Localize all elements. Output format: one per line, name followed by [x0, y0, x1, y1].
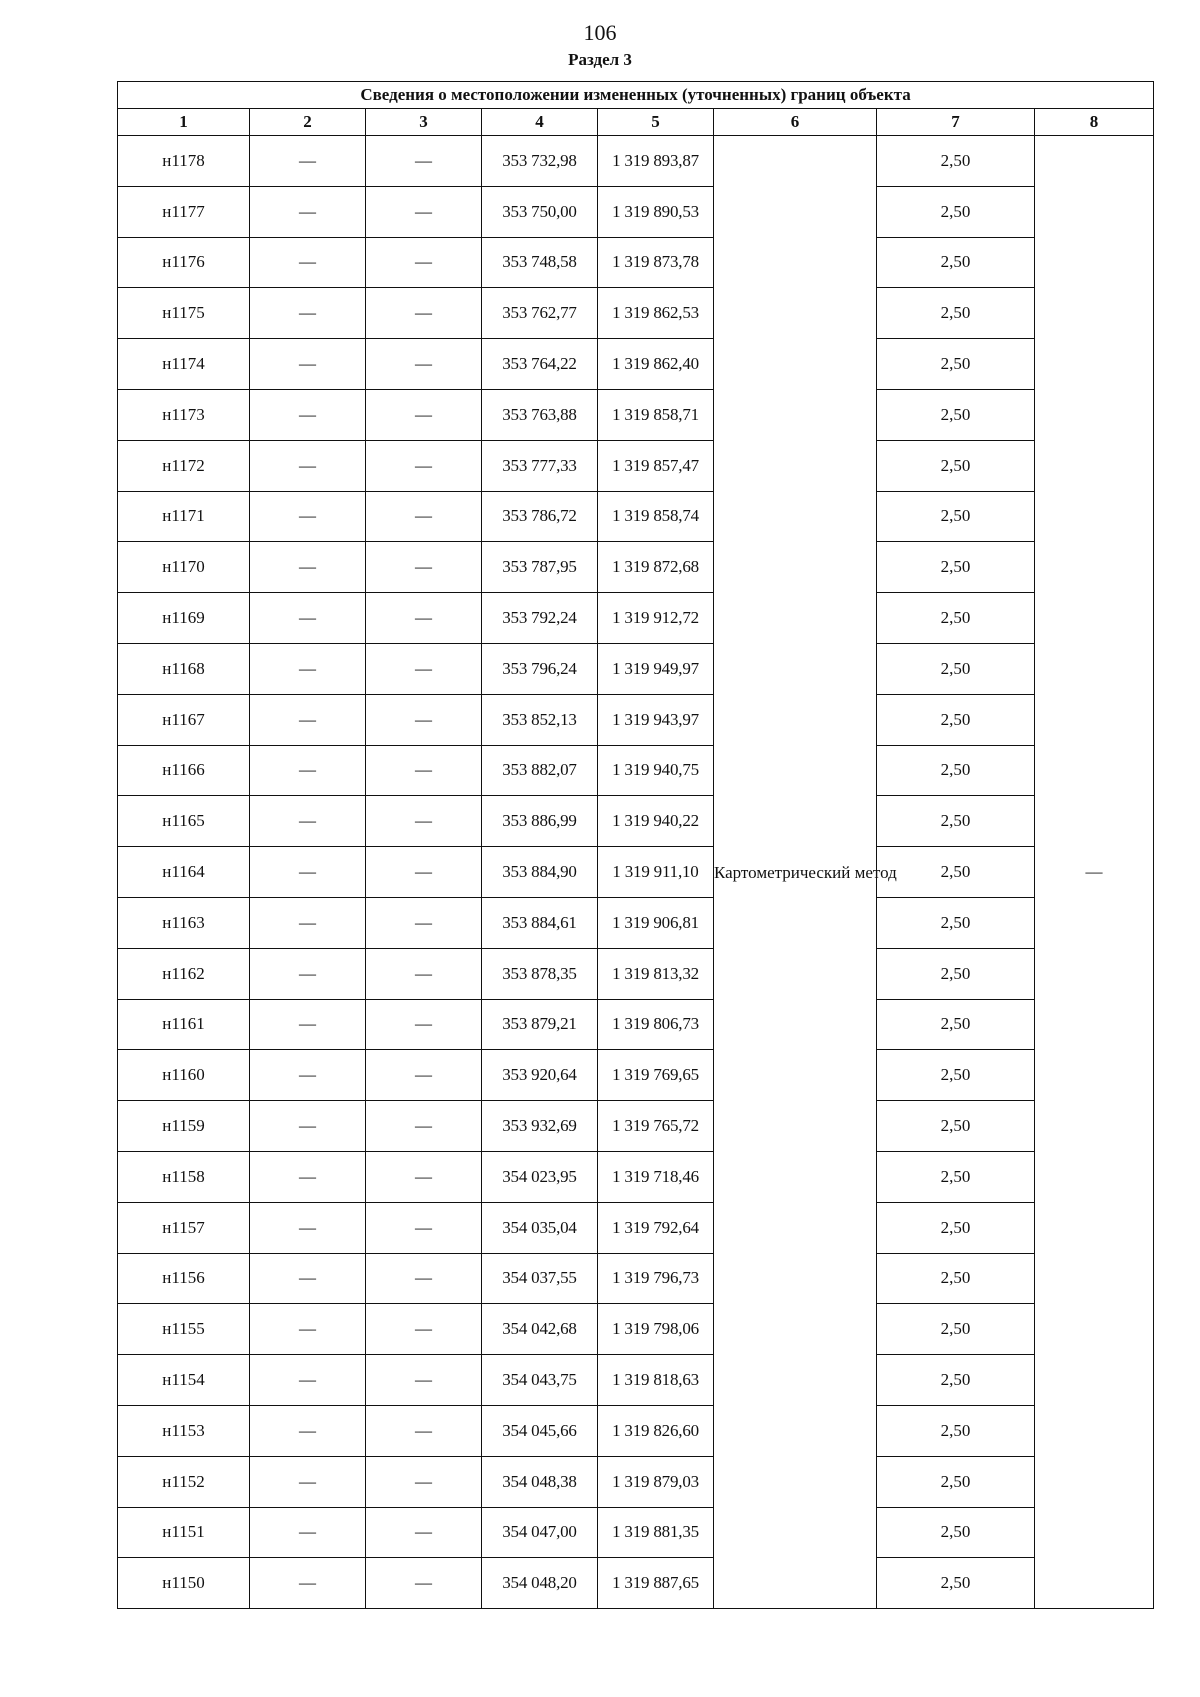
x-coordinate-cell: 353 787,95: [482, 542, 598, 593]
y-coordinate-cell: 1 319 718,46: [598, 1151, 714, 1202]
y-coordinate-cell: 1 319 813,32: [598, 948, 714, 999]
column-3-cell: —: [366, 1456, 482, 1507]
column-3-cell: —: [366, 288, 482, 339]
precision-cell: 2,50: [877, 948, 1035, 999]
table-caption-row: [118, 82, 1154, 109]
table-row: [118, 643, 1154, 694]
column-3-cell: —: [366, 745, 482, 796]
column-2-cell: —: [250, 948, 366, 999]
column-2-cell: —: [250, 237, 366, 288]
point-name-cell: н1169: [118, 593, 250, 644]
x-coordinate-cell: 353 762,77: [482, 288, 598, 339]
column-3-cell: —: [366, 542, 482, 593]
column-number: 1: [118, 109, 250, 136]
precision-cell: 2,50: [877, 593, 1035, 644]
table-row: [118, 897, 1154, 948]
table-row: [118, 542, 1154, 593]
x-coordinate-cell: 353 750,00: [482, 186, 598, 237]
precision-cell: 2,50: [877, 847, 1035, 898]
table-row: [118, 237, 1154, 288]
table-row: [118, 288, 1154, 339]
y-coordinate-cell: 1 319 858,74: [598, 491, 714, 542]
precision-cell: 2,50: [877, 1151, 1035, 1202]
point-name-cell: н1168: [118, 643, 250, 694]
precision-cell: 2,50: [877, 1304, 1035, 1355]
y-coordinate-cell: 1 319 826,60: [598, 1405, 714, 1456]
column-2-cell: —: [250, 440, 366, 491]
x-coordinate-cell: 354 045,66: [482, 1405, 598, 1456]
y-coordinate-cell: 1 319 879,03: [598, 1456, 714, 1507]
y-coordinate-cell: 1 319 893,87: [598, 136, 714, 187]
table-row: [118, 694, 1154, 745]
column-2-cell: —: [250, 999, 366, 1050]
column-number: 6: [714, 109, 877, 136]
column-3-cell: —: [366, 1304, 482, 1355]
point-name-cell: н1156: [118, 1253, 250, 1304]
precision-cell: 2,50: [877, 440, 1035, 491]
table-row: [118, 1050, 1154, 1101]
column-2-cell: —: [250, 694, 366, 745]
point-name-cell: н1176: [118, 237, 250, 288]
table-row: [118, 186, 1154, 237]
column-2-cell: —: [250, 389, 366, 440]
x-coordinate-cell: 353 884,90: [482, 847, 598, 898]
x-coordinate-cell: 353 796,24: [482, 643, 598, 694]
precision-cell: 2,50: [877, 542, 1035, 593]
table-row: [118, 593, 1154, 644]
precision-cell: 2,50: [877, 339, 1035, 390]
table-row: [118, 1405, 1154, 1456]
column-3-cell: —: [366, 186, 482, 237]
table-body: [118, 136, 1154, 1609]
point-name-cell: н1151: [118, 1507, 250, 1558]
column-3-cell: —: [366, 847, 482, 898]
y-coordinate-cell: 1 319 798,06: [598, 1304, 714, 1355]
table-row: [118, 1355, 1154, 1406]
table-row: [118, 1151, 1154, 1202]
column-3-cell: —: [366, 948, 482, 999]
y-coordinate-cell: 1 319 912,72: [598, 593, 714, 644]
y-coordinate-cell: 1 319 887,65: [598, 1558, 714, 1609]
point-name-cell: н1152: [118, 1456, 250, 1507]
precision-cell: 2,50: [877, 237, 1035, 288]
column-2-cell: —: [250, 1101, 366, 1152]
y-coordinate-cell: 1 319 806,73: [598, 999, 714, 1050]
column-3-cell: —: [366, 1405, 482, 1456]
column-3-cell: —: [366, 1355, 482, 1406]
precision-cell: 2,50: [877, 186, 1035, 237]
column-2-cell: —: [250, 1507, 366, 1558]
y-coordinate-cell: 1 319 792,64: [598, 1202, 714, 1253]
table-row: [118, 491, 1154, 542]
precision-cell: 2,50: [877, 1253, 1035, 1304]
y-coordinate-cell: 1 319 940,22: [598, 796, 714, 847]
column-3-cell: —: [366, 999, 482, 1050]
x-coordinate-cell: 353 878,35: [482, 948, 598, 999]
table-row: [118, 1304, 1154, 1355]
precision-cell: 2,50: [877, 999, 1035, 1050]
y-coordinate-cell: 1 319 943,97: [598, 694, 714, 745]
y-coordinate-cell: 1 319 873,78: [598, 237, 714, 288]
table-row: [118, 1507, 1154, 1558]
column-number: 5: [598, 109, 714, 136]
point-name-cell: н1159: [118, 1101, 250, 1152]
table-row: [118, 745, 1154, 796]
column-3-cell: —: [366, 593, 482, 644]
method-cell: Картометрический метод: [714, 136, 877, 1609]
x-coordinate-cell: 353 920,64: [482, 1050, 598, 1101]
x-coordinate-cell: 353 764,22: [482, 339, 598, 390]
precision-cell: 2,50: [877, 389, 1035, 440]
point-name-cell: н1163: [118, 897, 250, 948]
column-2-cell: —: [250, 1253, 366, 1304]
column-2-cell: —: [250, 186, 366, 237]
table-row: [118, 339, 1154, 390]
point-name-cell: н1167: [118, 694, 250, 745]
y-coordinate-cell: 1 319 890,53: [598, 186, 714, 237]
column-2-cell: —: [250, 1558, 366, 1609]
x-coordinate-cell: 354 037,55: [482, 1253, 598, 1304]
x-coordinate-cell: 353 886,99: [482, 796, 598, 847]
table-row: [118, 999, 1154, 1050]
point-name-cell: н1154: [118, 1355, 250, 1406]
column-3-cell: —: [366, 491, 482, 542]
column-3-cell: —: [366, 694, 482, 745]
column-2-cell: —: [250, 491, 366, 542]
x-coordinate-cell: 353 879,21: [482, 999, 598, 1050]
column-2-cell: —: [250, 1151, 366, 1202]
x-coordinate-cell: 353 884,61: [482, 897, 598, 948]
point-name-cell: н1171: [118, 491, 250, 542]
point-name-cell: н1174: [118, 339, 250, 390]
point-name-cell: н1172: [118, 440, 250, 491]
column-2-cell: —: [250, 643, 366, 694]
precision-cell: 2,50: [877, 491, 1035, 542]
y-coordinate-cell: 1 319 765,72: [598, 1101, 714, 1152]
precision-cell: 2,50: [877, 288, 1035, 339]
column-number: 8: [1035, 109, 1154, 136]
x-coordinate-cell: 354 047,00: [482, 1507, 598, 1558]
column-2-cell: —: [250, 796, 366, 847]
y-coordinate-cell: 1 319 862,53: [598, 288, 714, 339]
column-number: 3: [366, 109, 482, 136]
column-3-cell: —: [366, 1558, 482, 1609]
precision-cell: 2,50: [877, 643, 1035, 694]
point-name-cell: н1161: [118, 999, 250, 1050]
column-number: 4: [482, 109, 598, 136]
y-coordinate-cell: 1 319 940,75: [598, 745, 714, 796]
column-2-cell: —: [250, 288, 366, 339]
table-row: [118, 1558, 1154, 1609]
column-3-cell: —: [366, 339, 482, 390]
x-coordinate-cell: 353 792,24: [482, 593, 598, 644]
column-3-cell: —: [366, 1507, 482, 1558]
column-2-cell: —: [250, 897, 366, 948]
column-2-cell: —: [250, 542, 366, 593]
column-3-cell: —: [366, 1151, 482, 1202]
column-2-cell: —: [250, 1355, 366, 1406]
page-number: 106: [583, 20, 617, 45]
point-name-cell: н1170: [118, 542, 250, 593]
table-row: [118, 1101, 1154, 1152]
y-coordinate-cell: 1 319 796,73: [598, 1253, 714, 1304]
x-coordinate-cell: 353 763,88: [482, 389, 598, 440]
precision-cell: 2,50: [877, 897, 1035, 948]
precision-cell: 2,50: [877, 1507, 1035, 1558]
precision-cell: 2,50: [877, 1050, 1035, 1101]
point-name-cell: н1158: [118, 1151, 250, 1202]
table-row: [118, 136, 1154, 187]
precision-cell: 2,50: [877, 1405, 1035, 1456]
precision-cell: 2,50: [877, 1101, 1035, 1152]
x-coordinate-cell: 353 748,58: [482, 237, 598, 288]
point-name-cell: н1177: [118, 186, 250, 237]
precision-cell: 2,50: [877, 796, 1035, 847]
column-2-cell: —: [250, 847, 366, 898]
y-coordinate-cell: 1 319 858,71: [598, 389, 714, 440]
column-2-cell: —: [250, 745, 366, 796]
precision-cell: 2,50: [877, 1355, 1035, 1406]
point-name-cell: н1165: [118, 796, 250, 847]
table-row: [118, 1456, 1154, 1507]
x-coordinate-cell: 354 048,38: [482, 1456, 598, 1507]
x-coordinate-cell: 353 932,69: [482, 1101, 598, 1152]
table-row: [118, 847, 1154, 898]
precision-cell: 2,50: [877, 136, 1035, 187]
point-name-cell: н1166: [118, 745, 250, 796]
x-coordinate-cell: 354 035,04: [482, 1202, 598, 1253]
y-coordinate-cell: 1 319 862,40: [598, 339, 714, 390]
column-2-cell: —: [250, 593, 366, 644]
column-3-cell: —: [366, 897, 482, 948]
y-coordinate-cell: 1 319 769,65: [598, 1050, 714, 1101]
column-8-cell: —: [1035, 136, 1154, 1609]
boundary-coordinates-table: [117, 81, 1154, 1609]
y-coordinate-cell: 1 319 872,68: [598, 542, 714, 593]
table-row: [118, 796, 1154, 847]
x-coordinate-cell: 354 043,75: [482, 1355, 598, 1406]
point-name-cell: н1155: [118, 1304, 250, 1355]
x-coordinate-cell: 353 882,07: [482, 745, 598, 796]
point-name-cell: н1164: [118, 847, 250, 898]
x-coordinate-cell: 354 042,68: [482, 1304, 598, 1355]
y-coordinate-cell: 1 319 911,10: [598, 847, 714, 898]
column-2-cell: —: [250, 136, 366, 187]
point-name-cell: н1178: [118, 136, 250, 187]
table-caption: Сведения о местоположении измененных (уточненных) границ объекта: [118, 82, 1154, 109]
table-row: [118, 389, 1154, 440]
x-coordinate-cell: 353 852,13: [482, 694, 598, 745]
precision-cell: 2,50: [877, 1456, 1035, 1507]
section-title: Раздел 3: [568, 50, 632, 69]
y-coordinate-cell: 1 319 818,63: [598, 1355, 714, 1406]
point-name-cell: н1153: [118, 1405, 250, 1456]
table-row: [118, 948, 1154, 999]
precision-cell: 2,50: [877, 694, 1035, 745]
precision-cell: 2,50: [877, 1558, 1035, 1609]
column-3-cell: —: [366, 1101, 482, 1152]
x-coordinate-cell: 354 048,20: [482, 1558, 598, 1609]
column-2-cell: —: [250, 1304, 366, 1355]
column-3-cell: —: [366, 643, 482, 694]
x-coordinate-cell: 353 777,33: [482, 440, 598, 491]
column-number-row: [118, 109, 1154, 136]
point-name-cell: н1175: [118, 288, 250, 339]
x-coordinate-cell: 354 023,95: [482, 1151, 598, 1202]
table-row: [118, 440, 1154, 491]
precision-cell: 2,50: [877, 745, 1035, 796]
column-3-cell: —: [366, 1202, 482, 1253]
y-coordinate-cell: 1 319 949,97: [598, 643, 714, 694]
column-3-cell: —: [366, 389, 482, 440]
precision-cell: 2,50: [877, 1202, 1035, 1253]
column-number: 7: [877, 109, 1035, 136]
point-name-cell: н1157: [118, 1202, 250, 1253]
table-row: [118, 1253, 1154, 1304]
y-coordinate-cell: 1 319 881,35: [598, 1507, 714, 1558]
column-2-cell: —: [250, 1405, 366, 1456]
column-number: 2: [250, 109, 366, 136]
column-2-cell: —: [250, 1456, 366, 1507]
column-3-cell: —: [366, 237, 482, 288]
y-coordinate-cell: 1 319 857,47: [598, 440, 714, 491]
column-3-cell: —: [366, 440, 482, 491]
column-3-cell: —: [366, 796, 482, 847]
column-3-cell: —: [366, 1253, 482, 1304]
point-name-cell: н1173: [118, 389, 250, 440]
point-name-cell: н1162: [118, 948, 250, 999]
y-coordinate-cell: 1 319 906,81: [598, 897, 714, 948]
column-2-cell: —: [250, 1050, 366, 1101]
x-coordinate-cell: 353 786,72: [482, 491, 598, 542]
column-3-cell: —: [366, 1050, 482, 1101]
x-coordinate-cell: 353 732,98: [482, 136, 598, 187]
column-3-cell: —: [366, 136, 482, 187]
table-row: [118, 1202, 1154, 1253]
point-name-cell: н1160: [118, 1050, 250, 1101]
column-2-cell: —: [250, 339, 366, 390]
column-2-cell: —: [250, 1202, 366, 1253]
point-name-cell: н1150: [118, 1558, 250, 1609]
